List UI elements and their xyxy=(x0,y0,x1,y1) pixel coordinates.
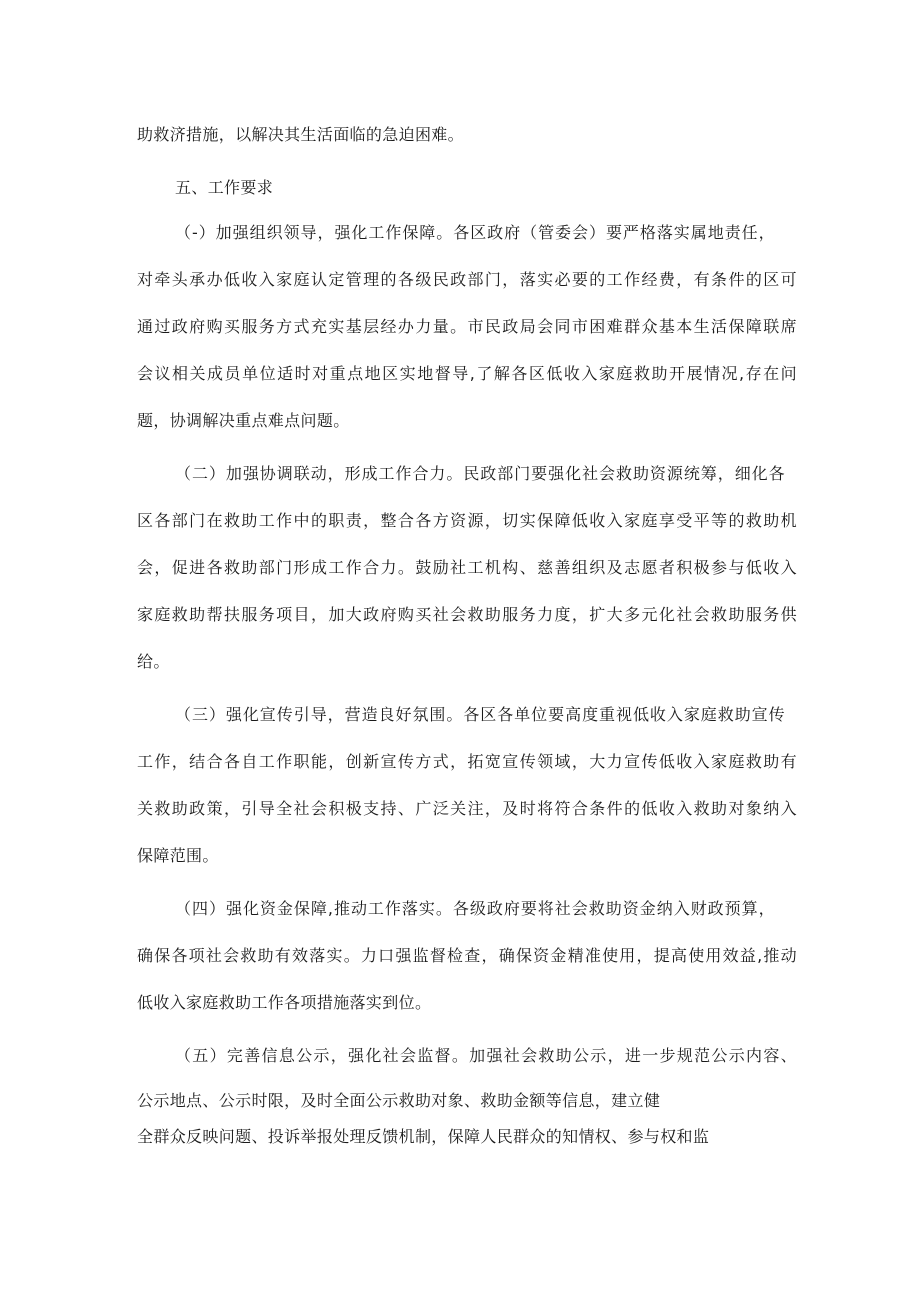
paragraph-line: （三）强化宣传引导，营造良好氛围。各区各单位要高度重视低收入家庭救助宣传 xyxy=(175,705,785,724)
paragraph-line: 工作，结合各自工作职能，创新宣传方式，拓宽宣传领域，大力宣传低收入家庭救助有 xyxy=(137,752,797,771)
paragraph-line: 题，协调解决重点难点问题。 xyxy=(137,411,350,430)
paragraph-line: 全群众反映问题、投诉举报处理反馈机制，保障人民群众的知情权、参与权和监 xyxy=(137,1127,710,1146)
paragraph-line: 家庭救助帮扶服务项目，加大政府购买社会救助服务力度，扩大多元化社会救助服务供 xyxy=(137,605,797,624)
paragraph-line: 区各部门在救助工作中的职责，整合各方资源，切实保障低收入家庭享受平等的救助机 xyxy=(137,511,797,530)
paragraph-line: （五）完善信息公示，强化社会监督。加强社会救助公示，进一步规范公示内容、 xyxy=(175,1046,797,1065)
paragraph-line: 会议相关成员单位适时对重点地区实地督导,了解各区低收入家庭救助开展情况,存在问 xyxy=(137,364,797,383)
paragraph-line: （二）加强协调联动，形成工作合力。民政部门要强化社会救助资源统筹，细化各 xyxy=(175,464,785,483)
paragraph-line: 会，促进各救助部门形成工作合力。鼓励社工机构、慈善组织及志愿者积极参与低收入 xyxy=(137,558,797,577)
paragraph-line: 低收入家庭救助工作各项措施落实到位。 xyxy=(137,993,432,1012)
text-line: 助救济措施，以解决其生活面临的急迫困难。 xyxy=(137,125,465,144)
paragraph-line: 保障范围。 xyxy=(137,846,219,865)
paragraph-line: （-）加强组织领导，强化工作保障。各区政府（管委会）要严格落实属地责任， xyxy=(175,223,775,242)
paragraph-line: 确保各项社会救助有效落实。力口强监督检查，确保资金精准使用，提高使用效益,推动 xyxy=(137,946,797,965)
paragraph-line: 关救助政策，引导全社会积极支持、广泛关注，及时将符合条件的低收入救助对象纳入 xyxy=(137,799,797,818)
paragraph-line: 对牵头承办低收入家庭认定管理的各级民政部门，落实必要的工作经费，有条件的区可 xyxy=(137,270,797,289)
section-heading: 五、工作要求 xyxy=(175,178,274,197)
paragraph-line: 公示地点、公示时限，及时全面公示救助对象、救助金额等信息，建立健 xyxy=(137,1091,661,1110)
paragraph-line: 给。 xyxy=(137,652,170,671)
paragraph-line: （四）强化资金保障,推动工作落实。各级政府要将社会救助资金纳入财政预算， xyxy=(175,899,775,918)
paragraph-line: 通过政府购买服务方式充实基层经办力量。市民政局会同市困难群众基本生活保障联席 xyxy=(137,317,797,336)
